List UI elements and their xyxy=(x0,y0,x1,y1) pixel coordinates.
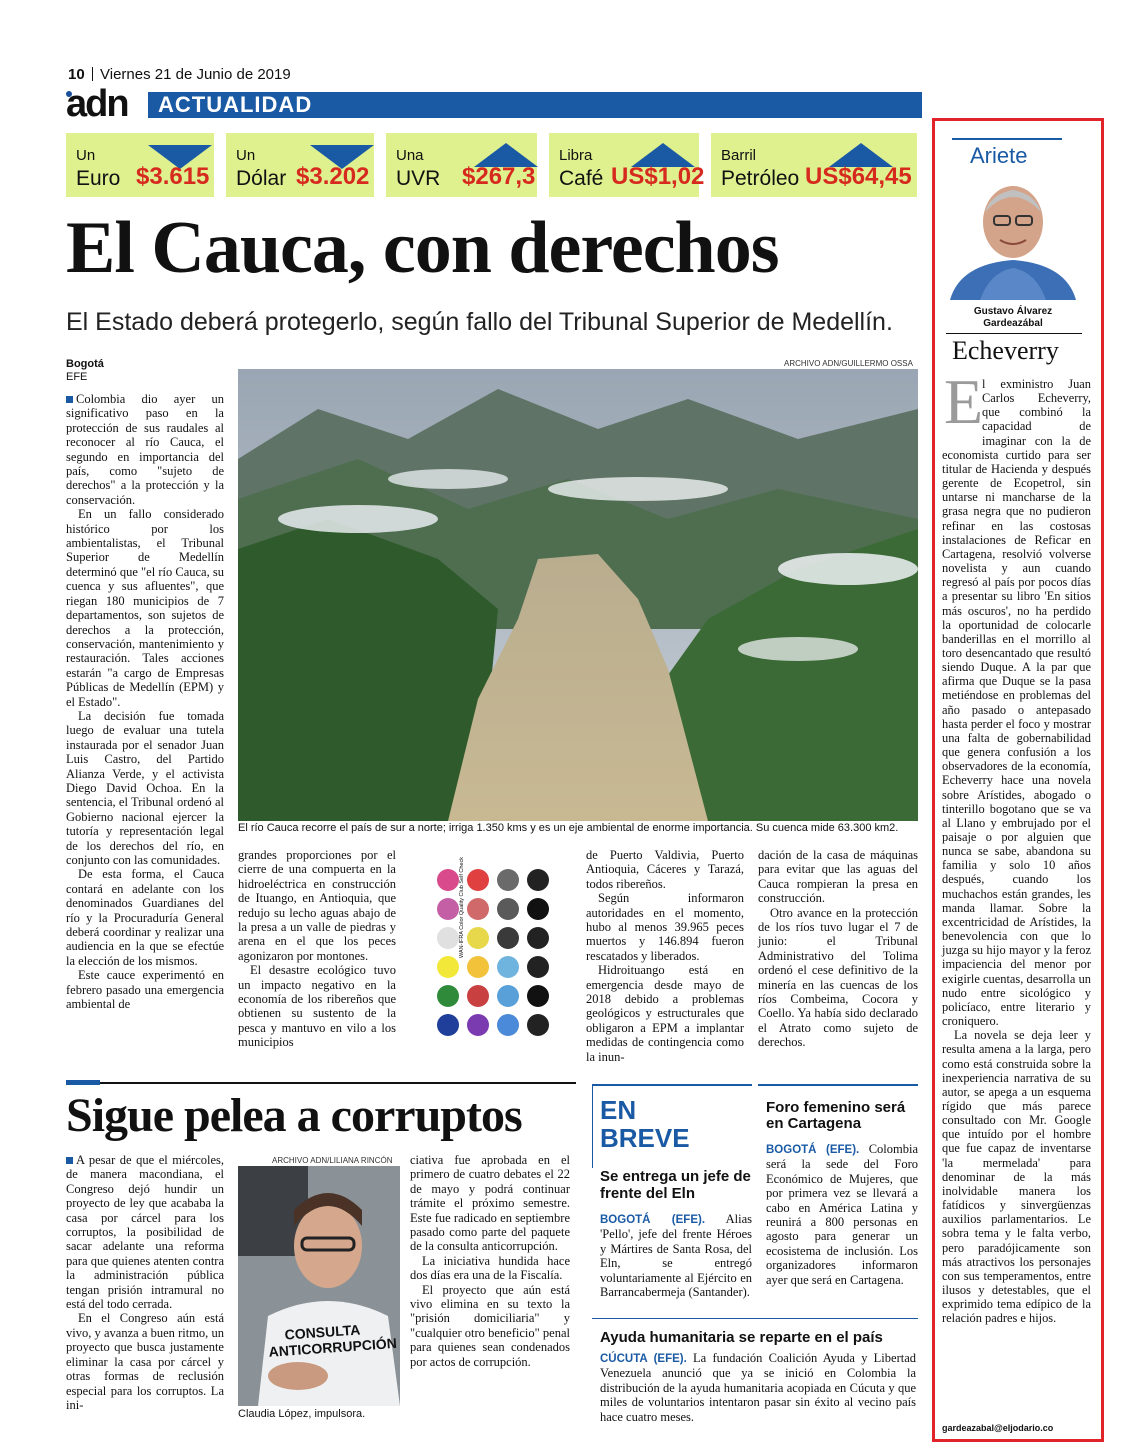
paragraph: Colombia dio ayer un significativo paso en la protección de sus raudales al reconocer al río Cauca, el segundo en importancia del país, como "sujeto de derechos" a la protección y la conservación. xyxy=(66,392,224,507)
color-swatch xyxy=(527,1014,549,1036)
photo-caption-2: Claudia López, impulsora. xyxy=(238,1408,366,1420)
paragraph: de Puerto Valdivia, Puerto Antioquia, Cáceres y Tarazá, todos ribereños. xyxy=(586,848,744,891)
ticker-label: Dólar xyxy=(236,167,287,190)
column-email: gardeazabal@eljodario.co xyxy=(942,1423,1054,1433)
brief2-text: Colombia será la sede del Foro Económico de Mujeres, que por primera vez se llevará a cabo en América Latina y reunirá a 800 personas en agosto para generar un ecosistema de inclusión. Los organizadores informaron ayer que será en Cartagena. xyxy=(766,1142,919,1287)
main-story-col2 xyxy=(238,848,396,1050)
color-swatch xyxy=(437,985,459,1007)
paragraph: dación de la casa de máquinas para evitar que las aguas del Cauca rompieran la presa en construcción. xyxy=(758,848,918,906)
claudia-lopez-photo xyxy=(238,1166,400,1406)
color-swatch xyxy=(497,927,519,949)
column-par1: l exministro Juan Carlos Echeverry, que combinó la capacidad de imaginar con la de economista curtido para ser titular de Hacienda y después gerente de Ecopetrol, sin untarse ni mancharse de la grasa negra que no pudieron refinar en las costosas instalaciones de Reficar en Cartagena, resolvió volverse novelista y aun cuando regresó al país por pocos días a presentar su libro 'En sitios más oscuros', no ha perdido la oportunidad de colocarle banderillas en el morrillo al toro desencantado que resultó siendo Duque. A la par que afirma que Duque se la pasa metiéndose en problemas del año pasado o antepasado hasta perder el foco y mostrar una falta de gobernabilidad que genera confusión a los observadores de la economía, Echeverry hace una novela sobre Arístides, abogado o tinterillo bogotano que se va al Llano y embrujado por el paisaje o por alguien que nunca se sabe, abandona su familia y solo 10 años después, cuando los muchachos están grandes, les manda llamar. Sobre la excentricidad de Arístides, la benevolencia con que lo juzga su hijo mayor y la feroz impaciencia del menor por exigirle cuentas, desarrolla un nudo entre sicológico y policíaco, entre literario y croniquero. xyxy=(942,377,1091,1029)
brief3-body xyxy=(600,1351,916,1424)
paragraph: En el Congreso aún está vivo, y avanza a buen ritmo, un proyecto que busca justamente eliminar la casa por cárcel y otras formas de reclusión especial para los corruptos. La ini- xyxy=(66,1311,224,1412)
author-name-line1: Gustavo Álvarez xyxy=(973,306,1053,317)
ticker-label-top: Barril xyxy=(721,147,757,164)
column-par2: La novela se deja leer y resulta amena a la larga, pero como está construida sobre la inexperiencia narrativa de su autor, se apega a un esquema rígido que más parece consultado con Mr. Google que intuído por el hombre que fue capaz de inventarse 'la mermelada' para denominar de la más inolvidable manera los fatídicos y sinvergüenzas auxilios parlamentarios. Le sobra tema y le falta verbo, pero paradójicamente son más atractivos los personajes con sus temperamentos, entre ilusos y detestables, que el exprimido tema edípico de la relación padres e hijos. xyxy=(942,1028,1091,1326)
main-story-col3 xyxy=(586,848,744,1064)
byline-place: Bogotá xyxy=(66,358,104,370)
color-swatch xyxy=(467,1014,489,1036)
shirt-text: CONSULTA ANTICORRUPCIÓN xyxy=(268,1321,398,1360)
brief3-text: La fundación Coalición Ayuda y Libertad Venezuela anunció que ya se inició en Colombia la distribución de la ayuda humanitaria acopiada en Cúcuta y que miles de voluntarios intentaron pasar sin éxito al vecino país hace cuatro meses. xyxy=(600,1351,917,1424)
breve-vrule xyxy=(592,1084,593,1168)
breve-rule xyxy=(592,1084,752,1086)
column-body xyxy=(942,377,1091,1325)
section-rule xyxy=(66,1082,576,1084)
brief2-rule xyxy=(758,1084,918,1086)
paragraph: En un fallo considerado histórico por los ambientalistas, el Tribunal Superior de Medellín determinó que "el río Cauca, su cuenca y sus afluentes", que riegan 180 municipios de 7 departamentos, son sujetos de derechos a la protección, conservación, mantenimiento y restauración. Tales acciones estarán "a cargo de Empresas Públicas de Medellín (EPM) y el Estado". xyxy=(66,507,224,709)
color-swatch xyxy=(497,985,519,1007)
brief3-headline: Ayuda humanitaria se reparte en el país xyxy=(600,1329,883,1346)
main-story-col4 xyxy=(758,848,918,1050)
en-breve-line2: BREVE xyxy=(600,1123,690,1153)
ticker-item xyxy=(66,133,214,197)
paragraph: El desastre ecológico tuvo un impacto negativo en la economía de los ribereños que obtienen su sustento de la pesca y mantuvo en vilo a los municipios xyxy=(238,963,396,1050)
color-swatch xyxy=(467,927,489,949)
color-swatch xyxy=(497,898,519,920)
color-swatch xyxy=(467,956,489,978)
ticker-label: Euro xyxy=(76,167,121,190)
ticker-label-top: Un xyxy=(236,147,256,164)
paragraph: El proyecto que aún está vivo elimina en su texto la "prisión domiciliaria" y "cualquier otro beneficio" penal para quienes sean condenados por actos de corrupción. xyxy=(410,1282,570,1369)
paragraph: Otro avance en la protección de los ríos tuvo lugar el 7 de junio: el Tribunal Administrativo del Tolima ordenó el cese definitivo de la minería en las cuencas de los ríos Combeima, Cocora y Coello. Ya había sido declarado el Atrato como sujeto de derechos. xyxy=(758,905,918,1050)
ticker-label-top: Una xyxy=(396,147,424,164)
color-swatch xyxy=(467,869,489,891)
ticker-item xyxy=(711,133,917,197)
dropcap-space xyxy=(942,377,982,439)
paragraph: De esta forma, el Cauca contará en adelante con los denominados Guardianes del río y la Procuraduría General deberá coordinar y realizar una audiencia en la que se efectúe la elección de los mismos. xyxy=(66,867,224,968)
ticker-label-top: Un xyxy=(76,147,96,164)
author-name xyxy=(940,306,1086,330)
author-name-line2: Gardeazábal xyxy=(983,318,1043,329)
color-check-bar xyxy=(436,857,552,1038)
ticker-label: UVR xyxy=(396,167,441,190)
ticker-label-top: Libra xyxy=(559,147,593,164)
main-subhead: El Estado deberá protegerlo, según fallo del Tribunal Superior de Medellín. xyxy=(66,308,893,336)
paragraph: La iniciativa hundida hace dos días era una de la Fiscalía. xyxy=(410,1253,570,1283)
column-section-label: Ariete xyxy=(970,143,1028,168)
brief2-headline: Foro femenino será en Cartagena xyxy=(766,1099,906,1132)
author-photo xyxy=(940,172,1086,300)
photo-caption: El río Cauca recorre el país de sur a norte; irriga 1.350 kms y es un eje ambiental de enorme importancia. Su cuenca mide 63.300 km2. xyxy=(238,822,899,834)
brief1-body xyxy=(600,1212,752,1299)
paragraph: A pesar de que el miércoles, de manera macondiana, el Congreso dejó hundir un proyecto de ley que acababa la casa por cárcel para los corruptos, la posibilidad de sacar adelante una reforma para que quienes atenten contra la administración pública tengan prisión intramural no está del todo cerrada. xyxy=(66,1153,224,1312)
ticker-item xyxy=(549,133,705,197)
color-swatch xyxy=(467,898,489,920)
paragraph: grandes proporciones por el cierre de una compuerta en la hidroeléctrica en construcción de Ituango, en Antioquia, que redujo su lecho aguas abajo de la presa a un valle de piedras y arena en el que los peces agonizaron por montones. xyxy=(238,848,396,963)
ariete-rule xyxy=(952,138,1062,140)
color-check-label: WAN-IFRA Color Quality Club Self Check xyxy=(459,857,465,958)
color-swatch xyxy=(467,985,489,1007)
section-banner: ACTUALIDAD xyxy=(148,92,922,118)
color-swatch xyxy=(527,927,549,949)
page-date: Viernes 21 de Junio de 2019 xyxy=(100,66,291,83)
ticker-value: $3.202 xyxy=(296,163,370,190)
second-headline: Sigue pelea a corruptos xyxy=(66,1089,522,1142)
column-title-rule xyxy=(946,333,1082,334)
ticker-value: US$64,45 xyxy=(805,163,912,190)
color-swatch xyxy=(497,956,519,978)
adn-logo: adn xyxy=(66,83,128,125)
brief2-location: BOGOTÁ (EFE). xyxy=(766,1144,860,1156)
paragraph: ciativa fue aprobada en el primero de cuatro debates el 22 de mayo y podrá continuar trámite el próximo semestre. Este fue radicado en septiembre pasado como parte del paquete de la consulta anticorrupción. xyxy=(410,1153,570,1254)
color-swatch xyxy=(437,869,459,891)
en-breve-title xyxy=(600,1096,690,1152)
ticker-label: Petróleo xyxy=(721,167,800,190)
page-number: 10 xyxy=(68,66,85,83)
en-breve-line1: EN xyxy=(600,1095,637,1125)
column-title: Echeverry xyxy=(952,336,1059,365)
ticker-value: US$1,02 xyxy=(611,163,705,190)
ticker-value: $3.615 xyxy=(136,163,210,190)
photo-credit: ARCHIVO ADN/GUILLERMO OSSA xyxy=(784,359,913,368)
ticker-item xyxy=(386,133,537,197)
paragraph: La decisión fue tomada luego de evaluar una tutela instaurada por el senador Juan Luis Castro, del Partido Alianza Verde, y el activista Diego David Ochoa. En la sentencia, el Tribunal ordenó al Gobierno nacional ejercer la tutoría y representación legal de los derechos del río, en conjunto con las comunidades. xyxy=(66,708,224,867)
color-swatch xyxy=(527,956,549,978)
paragraph: Hidroituango está en emergencia desde mayo de 2018 debido a problemas geológicos y estructurales que obligaron a EPM a implantar medidas de contingencia como la inun- xyxy=(586,963,744,1064)
brief3-location: CÚCUTA (EFE). xyxy=(600,1353,687,1365)
ticker-label: Café xyxy=(559,167,604,190)
brief1-location: BOGOTÁ (EFE). xyxy=(600,1214,706,1226)
ticker-item xyxy=(226,133,374,197)
paragraph: Según informaron autoridades en el momento, hubo al menos 39.965 peces muertos y 146.894 fueron rescatados y liberados. xyxy=(586,891,744,963)
photo-credit-2: ARCHIVO ADN/LILIANA RINCÓN xyxy=(272,1156,393,1165)
byline-agency: EFE xyxy=(66,371,88,383)
color-swatch xyxy=(527,985,549,1007)
color-swatch xyxy=(497,1014,519,1036)
second-story-col1 xyxy=(66,1153,224,1412)
color-swatch xyxy=(527,898,549,920)
paragraph: Este cauce experimentó en febrero pasado una emergencia ambiental de xyxy=(66,968,224,1012)
brief1-headline: Se entrega un jefe de frente del Eln xyxy=(600,1168,751,1202)
dropcap: E xyxy=(944,366,984,437)
brief3-rule xyxy=(592,1318,918,1319)
ticker-value: $267,3 xyxy=(462,163,536,190)
main-headline: El Cauca, con derechos xyxy=(66,207,779,289)
color-swatch xyxy=(437,956,459,978)
folio-divider xyxy=(92,67,93,81)
rule-accent xyxy=(66,1080,100,1085)
main-story-col1 xyxy=(66,392,224,1011)
brief1-text: Alias 'Pello', jefe del frente Héroes y Mártires de Santa Rosa, del Eln, se entregó voluntariamente al Ejército en Barrancabermeja (Santander). xyxy=(600,1212,752,1300)
river-photo xyxy=(238,369,918,821)
color-swatch xyxy=(437,1014,459,1036)
second-story-col2 xyxy=(410,1153,570,1369)
color-swatch xyxy=(527,869,549,891)
brief2-body xyxy=(766,1142,918,1287)
color-swatch xyxy=(437,927,459,949)
color-swatch xyxy=(497,869,519,891)
color-swatch xyxy=(437,898,459,920)
